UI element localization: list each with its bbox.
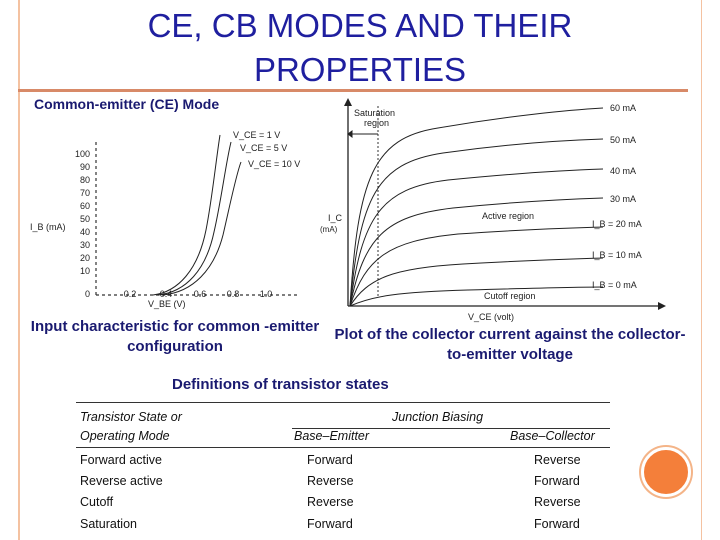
table-cell-state: Cutoff — [80, 495, 114, 509]
output-curve-10 — [350, 258, 603, 306]
input-characteristic-plot — [28, 120, 318, 310]
output-curve-40 — [350, 169, 603, 306]
frame-right-border — [701, 0, 702, 540]
output-plot-y-label: I_C — [328, 213, 343, 223]
output-characteristic-plot — [318, 98, 678, 323]
definitions-heading: Definitions of transistor states — [172, 376, 389, 393]
table-cell-state: Saturation — [80, 517, 137, 531]
table-cell-be: Reverse — [307, 495, 354, 509]
saturation-label-line-2: region — [364, 118, 390, 128]
curve-label: V_CE = 10 V — [248, 159, 301, 169]
output-curve-0 — [350, 287, 603, 306]
header-base-emitter: Base–Emitter — [294, 429, 370, 443]
cutoff-region-label: Cutoff region — [484, 291, 536, 301]
input-plot-x-label: V_BE (V) — [148, 299, 186, 309]
x-axis-arrow-icon — [658, 302, 666, 310]
y-tick-label: 40 — [79, 227, 90, 237]
saturation-label-line-1: Saturation — [354, 108, 396, 118]
y-tick-label: 30 — [79, 240, 90, 250]
y-axis-arrow-icon — [344, 98, 352, 106]
y-tick-label: 70 — [79, 188, 90, 198]
table-cell-bc: Forward — [534, 517, 580, 531]
curve-label: 60 mA — [610, 103, 637, 113]
curve-label: I_B = 10 mA — [592, 250, 642, 260]
header-state-line-1: Transistor State or — [80, 410, 182, 424]
input-plot-caption: Input characteristic for common -emitter configuration — [30, 318, 320, 355]
y-tick-label: 0 — [84, 289, 90, 299]
output-plot-curves — [350, 108, 603, 306]
x-tick-label: 1.0 — [259, 289, 273, 299]
slide-title-line-2: PROPERTIES — [253, 51, 467, 88]
y-tick-label: 20 — [79, 253, 90, 263]
curve-label: V_CE = 1 V — [233, 130, 281, 140]
output-plot-curve-labels — [592, 103, 642, 290]
y-tick-label: 50 — [79, 214, 90, 224]
header-base-collector: Base–Collector — [510, 429, 595, 443]
input-curve-2 — [158, 142, 231, 295]
table-cell-state: Forward active — [80, 453, 162, 467]
y-tick-label: 90 — [79, 162, 90, 172]
header-junction-biasing: Junction Biasing — [392, 410, 484, 424]
title-underline — [18, 89, 688, 92]
y-tick-label: 100 — [74, 149, 90, 159]
curve-label: I_B = 20 mA — [592, 219, 642, 229]
frame-left-border — [18, 0, 20, 540]
input-plot-x-ticks — [124, 289, 273, 299]
y-tick-label: 60 — [79, 201, 90, 211]
table-cell-be: Reverse — [307, 474, 354, 488]
output-curve-20 — [350, 227, 603, 306]
x-tick-label: 0.2 — [123, 289, 137, 299]
decorative-circle — [641, 447, 691, 497]
input-curve-3 — [163, 162, 241, 295]
slide-title — [60, 4, 660, 92]
y-tick-label: 80 — [79, 175, 90, 185]
curve-label: 40 mA — [610, 166, 637, 176]
table-cell-bc: Forward — [534, 474, 580, 488]
x-tick-label: 0.8 — [226, 289, 240, 299]
input-plot-curves — [153, 135, 241, 295]
input-plot-y-label: I_B (mA) — [30, 222, 66, 232]
input-plot-curve-labels — [233, 130, 300, 169]
x-tick-label: 0.6 — [193, 289, 207, 299]
curve-label: 30 mA — [610, 194, 637, 204]
slide-title-line-1: CE, CB MODES AND THEIR — [147, 7, 573, 44]
table-cell-bc: Reverse — [534, 495, 581, 509]
input-curve-1 — [153, 135, 220, 295]
output-curve-60 — [350, 108, 603, 306]
output-plot-caption: Plot of the collector current against the collector-to-emitter voltage — [334, 326, 686, 363]
output-plot-x-label: V_CE (volt) — [468, 312, 515, 322]
table-header-rule — [76, 447, 610, 448]
table-cell-be: Forward — [307, 453, 353, 467]
saturation-arrow-icon — [348, 131, 378, 137]
table-cell-be: Forward — [307, 517, 353, 531]
active-region-label: Active region — [482, 211, 535, 221]
table-cell-bc: Reverse — [534, 453, 581, 467]
curve-label: V_CE = 5 V — [240, 143, 288, 153]
curve-label: I_B = 0 mA — [592, 280, 637, 290]
section-subheading: Common-emitter (CE) Mode — [34, 96, 220, 112]
curve-label: 50 mA — [610, 135, 637, 145]
input-plot-y-ticks — [75, 149, 90, 299]
table-top-rule — [76, 402, 610, 403]
transistor-states-table — [76, 400, 610, 540]
x-tick-label: 0.4 — [159, 289, 173, 299]
header-state-line-2: Operating Mode — [80, 429, 170, 443]
y-tick-label: 10 — [79, 266, 90, 276]
table-cell-state: Reverse active — [80, 474, 163, 488]
output-plot-y-unit: (mA) — [320, 225, 338, 234]
output-curve-50 — [350, 139, 603, 306]
